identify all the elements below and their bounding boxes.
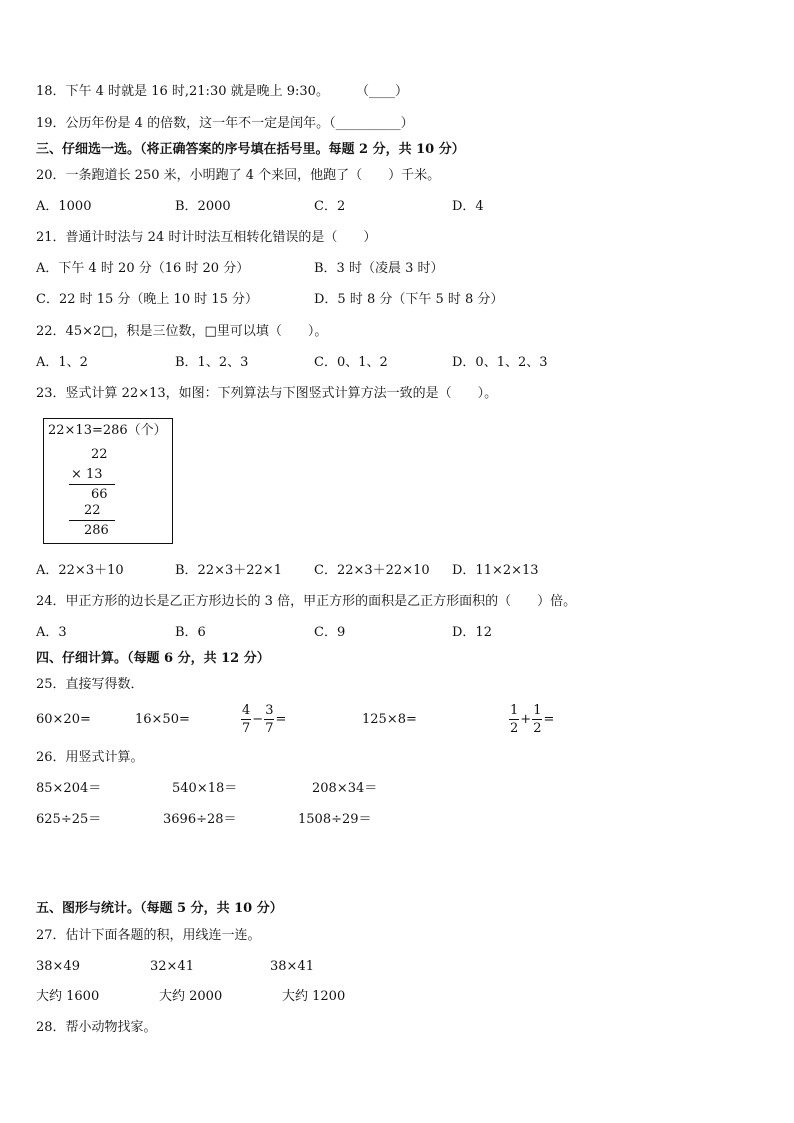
fraction-d: $\frac{1}{2}$ bbox=[533, 703, 542, 736]
q26-item: 540×18＝ bbox=[172, 781, 238, 796]
q23-text: 23．竖式计算 22×13，如图：下列算法与下图竖式计算方法一致的是（ ）。 bbox=[36, 386, 498, 401]
equals-sign: = bbox=[275, 712, 287, 727]
q20-option-b[interactable]: B．2000 bbox=[175, 199, 231, 214]
q26-item: 625÷25＝ bbox=[36, 812, 102, 827]
q25-text: 25．直接写得数． bbox=[36, 677, 144, 692]
box-partial-product-2: 22 bbox=[84, 503, 101, 518]
q27-product-item[interactable]: 32×41 bbox=[150, 959, 194, 974]
box-multiplicand: 22 bbox=[91, 447, 108, 462]
q22-option-c[interactable]: C．0、1、2 bbox=[314, 355, 388, 370]
q25-expr-4: 125×8= bbox=[362, 712, 417, 727]
q26-item: 85×204＝ bbox=[36, 781, 102, 796]
q22-option-b[interactable]: B．1、2、3 bbox=[175, 355, 249, 370]
fraction-c: 1 2 bbox=[510, 703, 519, 736]
q24-text: 24．甲正方形的边长是乙正方形边长的 3 倍，甲正方形的面积是乙正方形面积的（ ）倍。 bbox=[36, 594, 577, 609]
q23-option-d[interactable]: D．11×2×13 bbox=[452, 563, 539, 578]
q22-text: 22．45×2□，积是三位数，□里可以填（ ）。 bbox=[36, 324, 328, 339]
q20-option-d[interactable]: D．4 bbox=[452, 199, 484, 214]
q24-option-a[interactable]: A．3 bbox=[36, 625, 67, 640]
q21-option-c[interactable]: C．22 时 15 分（晚上 10 时 15 分） bbox=[36, 292, 259, 307]
q19-text: 19．公历年份是 4 的倍数，这一年不一定是闰年。（__________） bbox=[36, 116, 414, 131]
q26-text: 26．用竖式计算。 bbox=[36, 750, 144, 765]
q23-option-a[interactable]: A．22×3＋10 bbox=[36, 563, 124, 578]
q20-option-c[interactable]: C．2 bbox=[314, 199, 346, 214]
q22-option-a[interactable]: A．1、2 bbox=[36, 355, 88, 370]
fraction-a: 4 7 bbox=[242, 703, 251, 736]
q22-option-d[interactable]: D．0、1、2、3 bbox=[452, 355, 548, 370]
equals-sign: = bbox=[543, 712, 555, 727]
q21-text: 21．普通计时法与 24 时计时法互相转化错误的是（ ） bbox=[36, 230, 377, 245]
q27-estimate-item[interactable]: 大约 1600 bbox=[36, 989, 100, 1004]
box-partial-product-1: 66 bbox=[91, 487, 108, 502]
q25-expr-1: 60×20= bbox=[36, 712, 91, 727]
q24-option-d[interactable]: D．12 bbox=[452, 625, 492, 640]
plus-sign: + bbox=[520, 712, 532, 727]
box-multiplier: × 13 bbox=[71, 467, 103, 482]
q26-item: 1508÷29＝ bbox=[298, 812, 372, 827]
q27-text: 27．估计下面各题的积，用线连一连。 bbox=[36, 928, 261, 943]
q23-option-c[interactable]: C．22×3＋22×10 bbox=[314, 563, 430, 578]
section-5-title: 五、图形与统计。（每题 5 分，共 10 分） bbox=[36, 901, 283, 916]
box-rule-2 bbox=[69, 520, 115, 521]
q25-expr-5-fraction-addition bbox=[508, 702, 554, 737]
q20-option-a[interactable]: A．1000 bbox=[36, 199, 92, 214]
q25-expr-2: 16×50= bbox=[135, 712, 190, 727]
q20-text: 20．一条跑道长 250 米，小明跑了 4 个来回，他跑了（ ）千米。 bbox=[36, 168, 441, 183]
vertical-multiplication-box bbox=[43, 418, 173, 544]
q27-product-item[interactable]: 38×49 bbox=[36, 959, 80, 974]
q23-option-b[interactable]: B．22×3＋22×1 bbox=[175, 563, 282, 578]
q27-product-item[interactable]: 38×41 bbox=[270, 959, 314, 974]
q18-answer-blank[interactable]: （____） bbox=[356, 84, 409, 99]
q21-option-a[interactable]: A．下午 4 时 20 分（16 时 20 分） bbox=[36, 261, 250, 276]
q24-option-b[interactable]: B．6 bbox=[175, 625, 206, 640]
q26-item: 3696÷28＝ bbox=[163, 812, 237, 827]
q26-item: 208×34＝ bbox=[312, 781, 378, 796]
minus-sign: − bbox=[252, 712, 264, 727]
box-rule-1 bbox=[69, 484, 115, 485]
q24-option-c[interactable]: C．9 bbox=[314, 625, 346, 640]
q27-estimate-item[interactable]: 大约 2000 bbox=[159, 989, 223, 1004]
q28-text: 28．帮小动物找家。 bbox=[36, 1020, 157, 1035]
q21-option-b[interactable]: B．3 时（凌晨 3 时） bbox=[314, 261, 444, 276]
fraction-b: $\frac{3}{7}$ bbox=[265, 703, 274, 736]
q21-option-d[interactable]: D．5 时 8 分（下午 5 时 8 分） bbox=[314, 292, 504, 307]
q25-expr-3-fraction-subtraction bbox=[240, 702, 286, 737]
q27-estimate-item[interactable]: 大约 1200 bbox=[282, 989, 346, 1004]
section-4-title: 四、仔细计算。（每题 6 分，共 12 分） bbox=[36, 651, 270, 666]
section-3-title: 三、仔细选一选。（将正确答案的序号填在括号里。每题 2 分，共 10 分） bbox=[36, 142, 465, 157]
q18-text: 18．下午 4 时就是 16 时,21:30 就是晚上 9:30。 bbox=[36, 84, 329, 99]
box-product: 286 bbox=[84, 523, 109, 538]
box-title: 22×13=286（个） bbox=[48, 423, 167, 438]
